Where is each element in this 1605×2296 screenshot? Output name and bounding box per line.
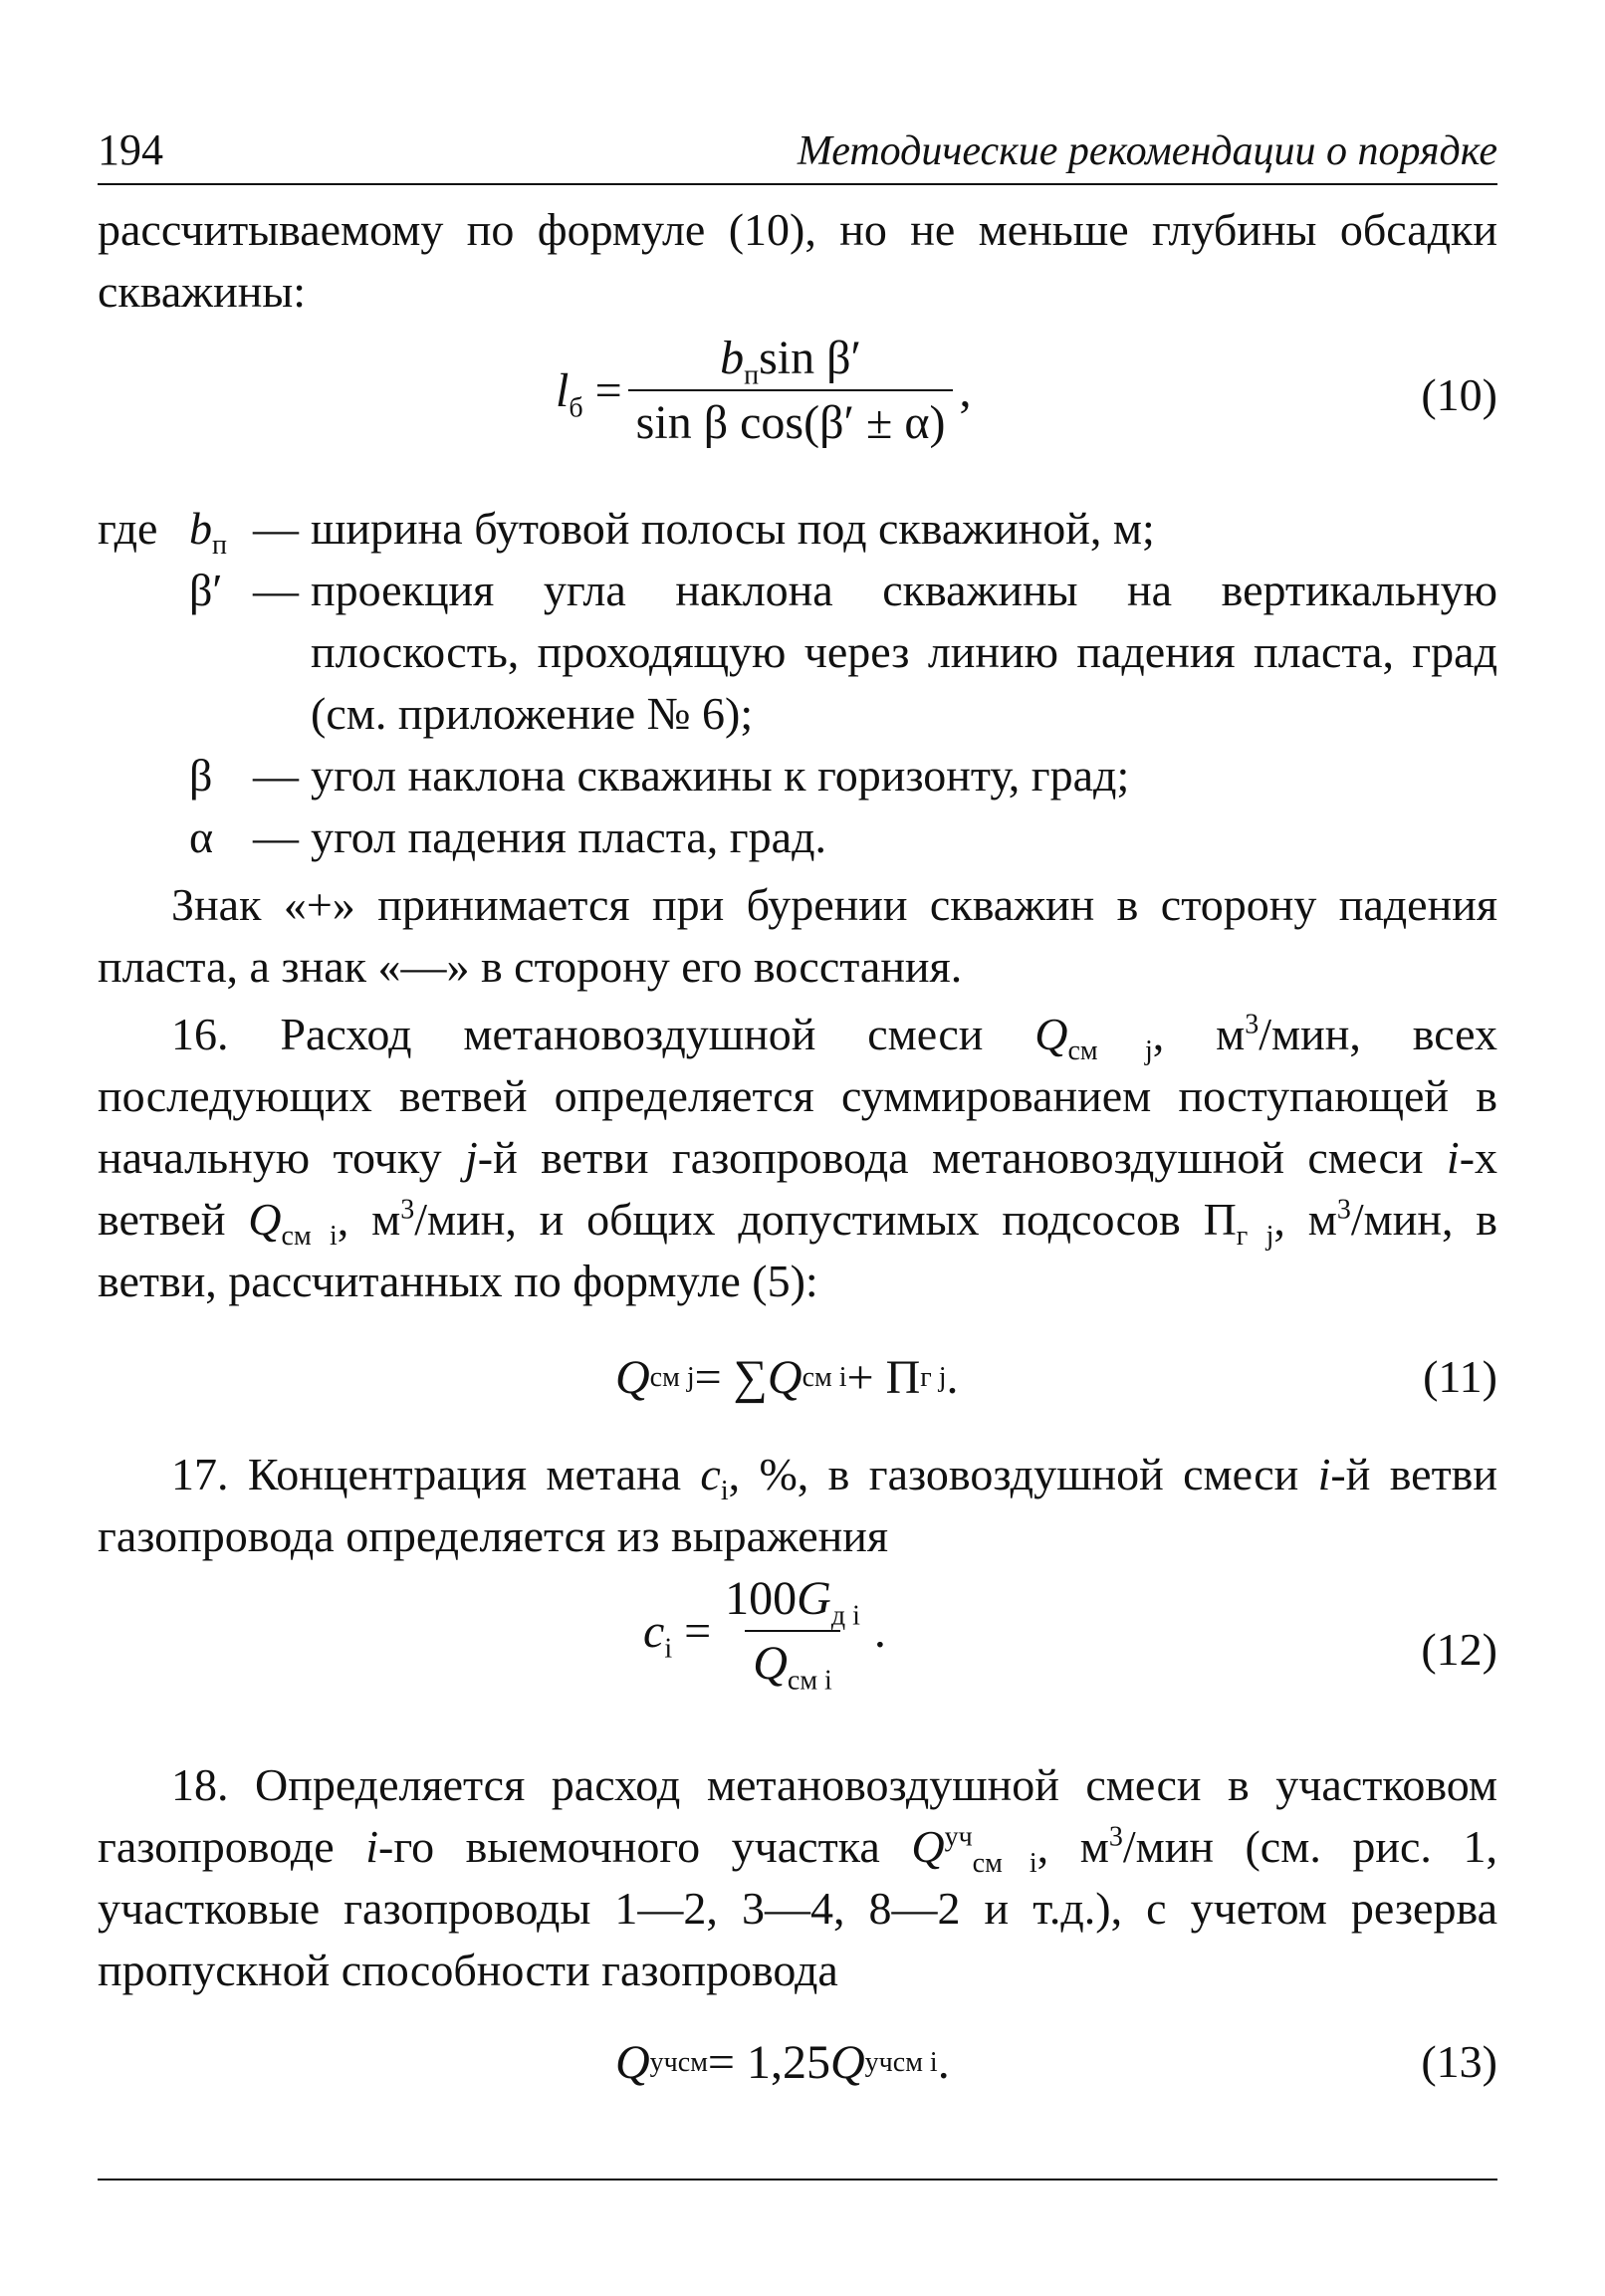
running-title: Методические рекомендации о порядке <box>797 128 1497 174</box>
formula-10-expression: $l_б$ = $\frac{b_п\sin \beta'}{\text{sin β cos(β′ ± α)}}$ , <box>556 332 972 449</box>
sign-note-paragraph: Знак «+» принимается при бурении скважин в сторону падения пласта, а знак «—» в сторону его восстания. <box>98 879 1497 992</box>
formula-12 <box>98 1567 1497 1736</box>
paragraph-16: 16. Расход метановоздушной смеси $Q_{см j}$, $м^3$/мин, всех последующих ветвей определяется суммированием поступающей в начальную точку j-й ветви газопровода метановоздушной смеси i-х ветвей $Q_{см i}$, $м^3$/мин, и общих допустимых подсосов $П_{г j}$, $м^3$/мин, в ветви, рассчитанных по формуле (5): <box>98 1009 1498 1306</box>
formula-11 <box>98 1312 1497 1444</box>
formula-10-number: (10) <box>1421 369 1497 420</box>
definition-item: где $b_п$ — ширина бутовой полосы под скважиной, м; <box>98 498 1497 560</box>
paragraph-18: 18. Определяется расход метановоздушной смеси в участковом газопроводе i-го выемочного участка $Q^{уч}_{см i}$, $м^3$/мин (см. рис. 1, участковые газопроводы 1—2, 3—4, 8—2 и т.д.), с учетом резерва пропускной способности газопровода <box>98 1759 1497 1995</box>
formula-13-expression: Q уч см = 1,25 Q уч см i . <box>615 2036 950 2089</box>
formula-13-number: (13) <box>1421 2036 1497 2087</box>
definitions-lead: где <box>98 503 158 554</box>
definition-item: β — угол наклона скважины к горизонту, град; <box>189 750 1130 801</box>
formula-11-number: (11) <box>1423 1351 1497 1402</box>
formula-12-number: (12) <box>1421 1624 1497 1675</box>
definition-item: α — угол падения пласта, град. <box>189 811 826 862</box>
formula-13 <box>98 2001 1497 2121</box>
running-header <box>98 117 1497 185</box>
formula-10 <box>98 323 1497 472</box>
definitions-list <box>98 498 1497 868</box>
paragraph-17: 17. Концентрация метана $c_i$, %, в газовоздушной смеси i-й ветви газопровода определяется из выражения <box>98 1449 1498 1561</box>
definition-item: β′ — проекция угла наклона скважины на вертикальную плоскость, проходящую через линию падения пласта, град (см. приложение № 6); <box>189 565 1497 739</box>
formula-11-expression: Q см j = ∑ Q см i + П г j . <box>615 1351 959 1404</box>
bottom-rule <box>98 2179 1497 2181</box>
formula-12-expression: $c_i$ = $\frac{100G_{д i}}{Q_{см i}}$ . <box>643 1572 886 1697</box>
formula-12-fraction: $\frac{100G_{д i}}{Q_{см i}}$ <box>725 1572 860 1697</box>
formula-10-fraction: $\frac{b_п\sin \beta'}{\text{sin β cos(β′ ± α)}}$ <box>628 331 954 450</box>
page-number: 194 <box>98 125 163 174</box>
page <box>98 117 1497 2121</box>
intro-paragraph: рассчитываемому по формуле (10), но не меньше глубины обсадки скважины: <box>98 204 1497 317</box>
